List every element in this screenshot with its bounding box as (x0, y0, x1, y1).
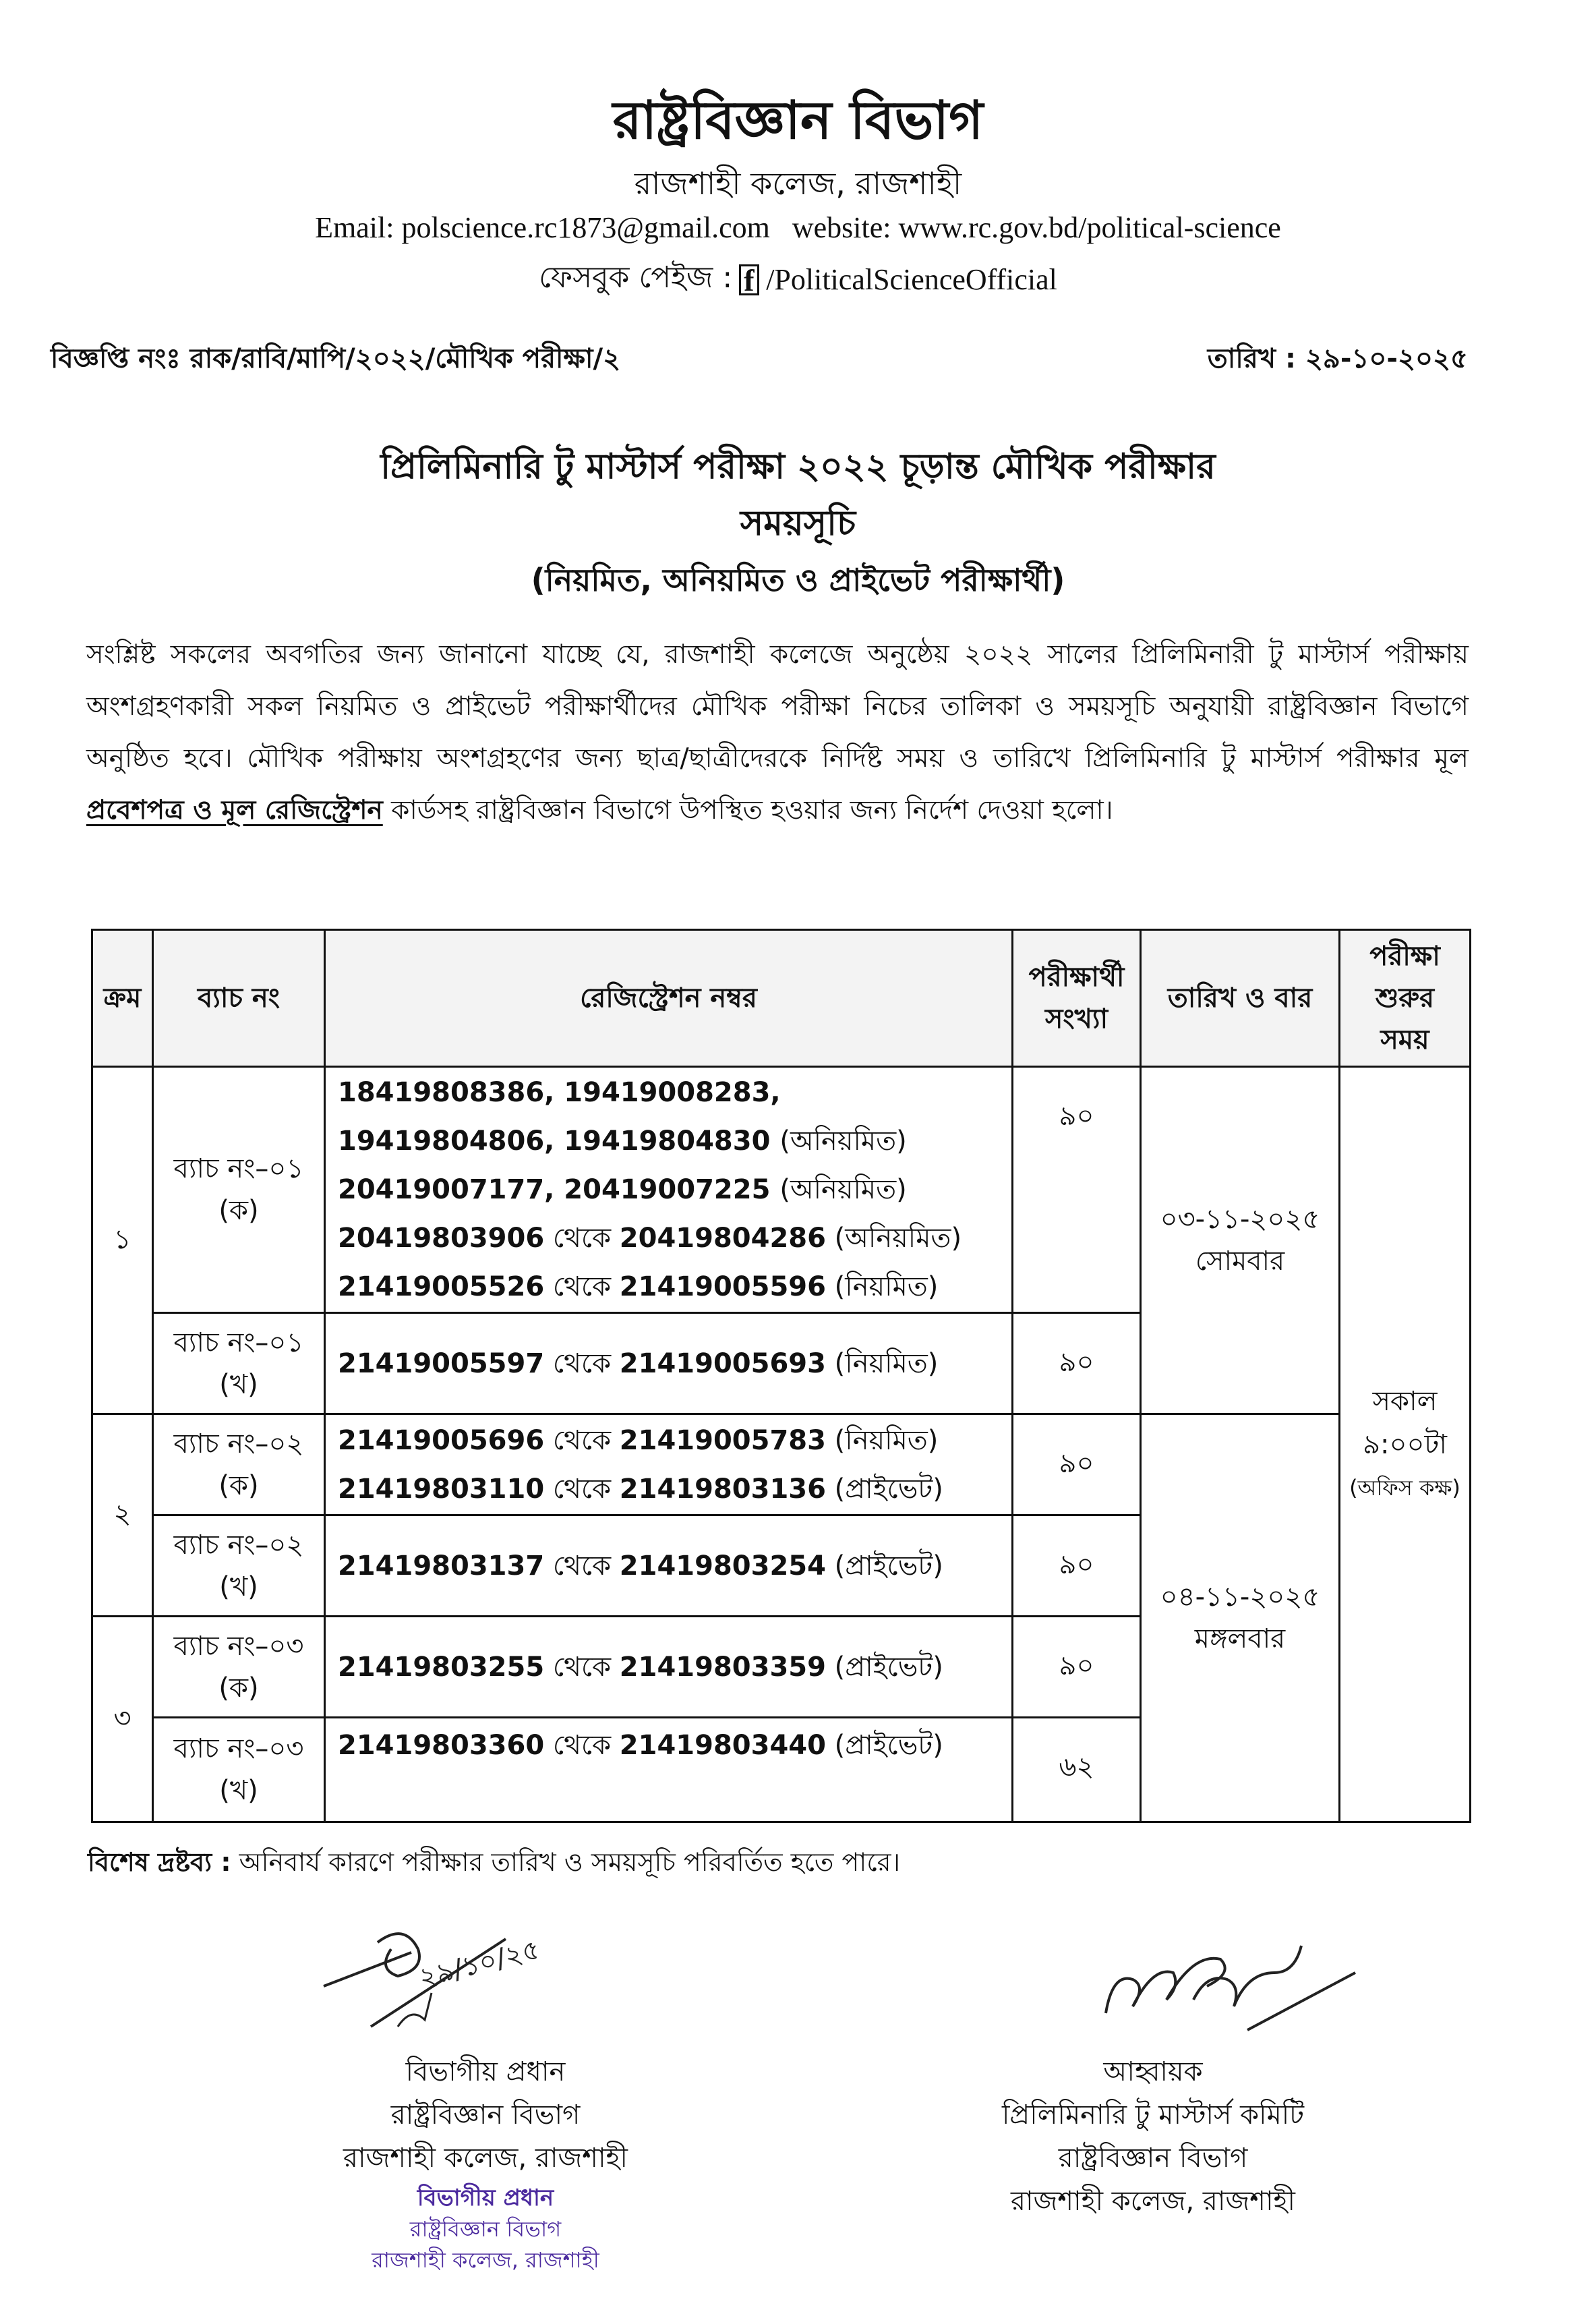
stamp-line3: রাজশাহী কলেজ, রাজশাহী (372, 2247, 599, 2273)
batch-cell (153, 1414, 325, 1515)
registration-from: 21419803255 (338, 1651, 545, 1683)
left-signatory-dept: রাষ্ট্রবিজ্ঞান বিভাগ (390, 2099, 581, 2131)
registration-line (338, 1542, 1011, 1590)
stamp-line2: রাষ্ট্রবিজ্ঞান বিভাগ (409, 2216, 562, 2242)
registration-line (338, 1165, 1011, 1214)
email-label: Email: (315, 211, 394, 244)
student-category-tag: (প্রাইভেট) (825, 1730, 943, 1761)
registration-to: 21419005783 (619, 1424, 826, 1456)
right-signatory-college: রাজশাহী কলেজ, রাজশাহী (1010, 2186, 1296, 2217)
batch-cell (153, 1617, 325, 1718)
registration-numbers: 18419808386, 19419008283, (338, 1077, 781, 1108)
student-category-tag: (নিয়মিত) (825, 1271, 939, 1302)
notice-title (0, 438, 1596, 552)
registration-to: 21419803440 (619, 1730, 826, 1761)
notice-title-line1: প্রিলিমিনারি টু মাস্টার্স পরীক্ষা ২০২২ চূড়ান্ত মৌখিক পরীক্ষার (380, 446, 1216, 487)
notice-body-part1: সংশ্লিষ্ট সকলের অবগতির জন্য জানানো যাচ্ছে যে, রাজশাহী কলেজে অনুষ্ঠেয় ২০২২ সালের প্রিলিমিনারী টু মাস্টার্স পরীক্ষায় অংশগ্রহণকারী সকল নিয়মিত ও প্রাইভেট পরীক্ষার্থীদের মৌখিক পরীক্ষা নিচের তালিকা ও সময়সূচি অনুযায়ী রাষ্ট্রবিজ্ঞান বিভাগে অনুষ্ঠিত হবে। মৌখিক পরীক্ষায় অংশগ্রহণের জন্য ছাত্র/ছাত্রীদেরকে নির্দিষ্ট সময় ও তারিখে প্রিলিমিনারি টু মাস্টার্স পরীক্ষার মূল (86, 639, 1469, 774)
exam-date: ০৩-১১-২০২৫ (1160, 1204, 1320, 1235)
right-signature-scribble (1092, 1925, 1389, 2040)
student-category-tag: (নিয়মিত) (825, 1424, 939, 1456)
schedule-table (91, 929, 1471, 1823)
range-separator: থেকে (544, 1550, 620, 1582)
batch-label: ব্যাচ নং–০২ (173, 1428, 304, 1459)
registration-from: 21419803360 (338, 1730, 545, 1761)
batch-group: (ক) (218, 1195, 259, 1226)
registration-from: 20419803906 (338, 1223, 545, 1254)
batch-group: (খ) (219, 1775, 258, 1806)
contact-line (0, 210, 1596, 245)
count-cell: ৯০ (1013, 1515, 1141, 1617)
registration-to: 21419803254 (619, 1550, 826, 1582)
registration-line (338, 1263, 1011, 1311)
range-separator: থেকে (544, 1348, 620, 1379)
left-signatory-college: রাজশাহী কলেজ, রাজশাহী (343, 2143, 628, 2174)
special-note-label: বিশেষ দ্রষ্টব্য : (88, 1847, 231, 1877)
range-separator: থেকে (544, 1730, 620, 1761)
notice-subtitle: (নিয়মিত, অনিয়মিত ও প্রাইভেট পরীক্ষার্থী) (531, 562, 1065, 598)
registration-to: 21419803136 (619, 1473, 826, 1505)
header-count-line2: সংখ্যা (1044, 1004, 1109, 1035)
registration-line (338, 1117, 1011, 1165)
count-cell: ৯০ (1013, 1067, 1141, 1313)
count-cell: ৬২ (1013, 1718, 1141, 1822)
header-time-line2: শুরুর (1375, 983, 1435, 1014)
right-signature-block (944, 2050, 1362, 2223)
student-category-tag: (প্রাইভেট) (825, 1550, 943, 1582)
registration-from: 21419803110 (338, 1473, 545, 1505)
memo-date (1208, 337, 1468, 382)
registration-line (338, 1214, 1011, 1263)
left-signature-block (290, 2050, 681, 2276)
count-cell: ৯০ (1013, 1617, 1141, 1718)
registration-cell (325, 1067, 1013, 1313)
registration-line (338, 1068, 1011, 1117)
memo-number (51, 337, 620, 382)
registration-numbers: 20419007177, 20419007225 (338, 1174, 780, 1205)
registration-to: 20419804286 (619, 1223, 826, 1254)
batch-label: ব্যাচ নং–০২ (173, 1529, 304, 1561)
serial-cell: ১ (92, 1067, 153, 1414)
right-signatory-title: আহ্বায়ক (1103, 2056, 1203, 2087)
registration-line (338, 1643, 1011, 1691)
header-time-line3: সময় (1380, 1024, 1429, 1055)
email-link[interactable]: polscience.rc1873@gmail.com (401, 211, 770, 244)
range-separator: থেকে (544, 1223, 620, 1254)
facebook-icon (739, 264, 759, 295)
time-room: (অফিস কক্ষ) (1349, 1474, 1460, 1501)
official-stamp (290, 2182, 681, 2276)
student-category-tag: (নিয়মিত) (825, 1348, 939, 1379)
registration-line (338, 1465, 1011, 1513)
registration-numbers: 19419804806, 19419804830 (338, 1126, 780, 1157)
registration-cell (325, 1313, 1013, 1414)
header-batch: ব্যাচ নং (153, 930, 325, 1067)
notice-body-part2: কার্ডসহ রাষ্ট্রবিজ্ঞান বিভাগে উপস্থিত হওয়ার জন্য নির্দেশ দেওয়া হলো। (382, 795, 1113, 825)
header-registration: রেজিস্ট্রেশন নম্বর (325, 930, 1013, 1067)
memo-date-label: তারিখ : (1207, 343, 1296, 374)
table-row (92, 1414, 1471, 1515)
serial-cell: ২ (92, 1414, 153, 1617)
student-category-tag: (অনিয়মিত) (779, 1174, 907, 1205)
registration-cell (325, 1515, 1013, 1617)
table-header-row (92, 930, 1471, 1067)
registration-line (338, 1416, 1011, 1465)
header-serial: ক্রম (92, 930, 153, 1067)
batch-cell (153, 1515, 325, 1617)
serial-cell: ৩ (92, 1617, 153, 1822)
batch-label: ব্যাচ নং–০৩ (173, 1630, 304, 1662)
exam-day: মঙ্গলবার (1194, 1623, 1286, 1654)
facebook-handle-link[interactable]: /PoliticalScienceOfficial (766, 263, 1057, 296)
batch-group: (ক) (218, 1470, 259, 1501)
website-link[interactable]: www.rc.gov.bd/political-science (898, 211, 1281, 244)
registration-cell (325, 1718, 1013, 1822)
batch-group: (খ) (219, 1571, 258, 1602)
range-separator: থেকে (544, 1424, 620, 1456)
registration-from: 21419803137 (338, 1550, 545, 1582)
special-note (88, 1843, 900, 1886)
facebook-line (0, 255, 1596, 304)
right-signatory-committee: প্রিলিমিনারি টু মাস্টার্স কমিটি (1001, 2099, 1305, 2131)
start-time-cell (1340, 1067, 1471, 1822)
batch-label: ব্যাচ নং–০১ (173, 1327, 304, 1358)
registration-from: 21419005696 (338, 1424, 545, 1456)
left-signatory-title: বিভাগীয় প্রধান (405, 2056, 566, 2087)
header-count (1013, 930, 1141, 1067)
registration-to: 21419005596 (619, 1271, 826, 1302)
memo-date-value: ২৯-১০-২০২৫ (1305, 343, 1468, 374)
registration-to: 21419803359 (619, 1651, 826, 1683)
count-cell: ৯০ (1013, 1414, 1141, 1515)
time-period: সকাল (1372, 1385, 1438, 1417)
batch-cell (153, 1067, 325, 1313)
notice-title-line2: সময়সূচি (740, 503, 856, 544)
batch-group: (খ) (219, 1368, 258, 1400)
registration-cell (325, 1414, 1013, 1515)
notice-body-underlined: প্রবেশপত্র ও মূল রেজিস্ট্রেশন (86, 795, 383, 825)
registration-cell (325, 1617, 1013, 1718)
range-separator: থেকে (544, 1473, 620, 1505)
date-cell (1141, 1414, 1340, 1822)
exam-day: সোমবার (1195, 1246, 1285, 1277)
college-name: রাজশাহী কলেজ, রাজশাহী (634, 165, 962, 202)
header-time-line1: পরীক্ষা (1369, 941, 1440, 972)
exam-date: ০৪-১১-২০২৫ (1160, 1582, 1320, 1613)
student-category-tag: (অনিয়মিত) (825, 1223, 962, 1254)
right-signatory-dept: রাষ্ট্রবিজ্ঞান বিভাগ (1058, 2143, 1248, 2174)
time-clock: ৯:০০টা (1363, 1428, 1447, 1460)
stamp-line1: বিভাগীয় প্রধান (417, 2184, 554, 2211)
notice-body (86, 629, 1469, 836)
registration-from: 21419005597 (338, 1348, 545, 1379)
batch-cell (153, 1718, 325, 1822)
special-note-text: অনিবার্য কারণে পরীক্ষার তারিখ ও সময়সূচি পরিবর্তিত হতে পারে। (231, 1847, 901, 1877)
batch-cell (153, 1313, 325, 1414)
registration-line (338, 1339, 1011, 1388)
table-row (92, 1067, 1471, 1313)
registration-line (338, 1721, 1011, 1770)
student-category-tag: (অনিয়মিত) (779, 1126, 907, 1157)
range-separator: থেকে (544, 1271, 620, 1302)
batch-label: ব্যাচ নং–০৩ (173, 1733, 304, 1764)
header-time (1340, 930, 1471, 1067)
batch-label: ব্যাচ নং–০১ (173, 1153, 304, 1184)
memo-number-value: রাক/রাবি/মাপি/২০২২/মৌখিক পরীক্ষা/২ (189, 343, 621, 374)
left-signature-date: ২৯/১০/২৫ (415, 1934, 543, 1994)
registration-to: 21419005693 (619, 1348, 826, 1379)
count-cell: ৯০ (1013, 1313, 1141, 1414)
range-separator: থেকে (544, 1651, 620, 1683)
header-count-line1: পরীক্ষার্থী (1028, 962, 1125, 993)
department-title: রাষ্ট্রবিজ্ঞান বিভাগ (612, 90, 984, 151)
website-label: website: (792, 211, 891, 244)
registration-from: 21419005526 (338, 1271, 545, 1302)
student-category-tag: (প্রাইভেট) (825, 1473, 943, 1505)
student-category-tag: (প্রাইভেট) (825, 1651, 943, 1683)
date-cell (1141, 1067, 1340, 1414)
batch-group: (ক) (218, 1672, 259, 1704)
facebook-label: ফেসবুক পেইজ : (539, 260, 733, 295)
header-date: তারিখ ও বার (1141, 930, 1340, 1067)
memo-number-label: বিজ্ঞপ্তি নংঃ (51, 343, 181, 374)
